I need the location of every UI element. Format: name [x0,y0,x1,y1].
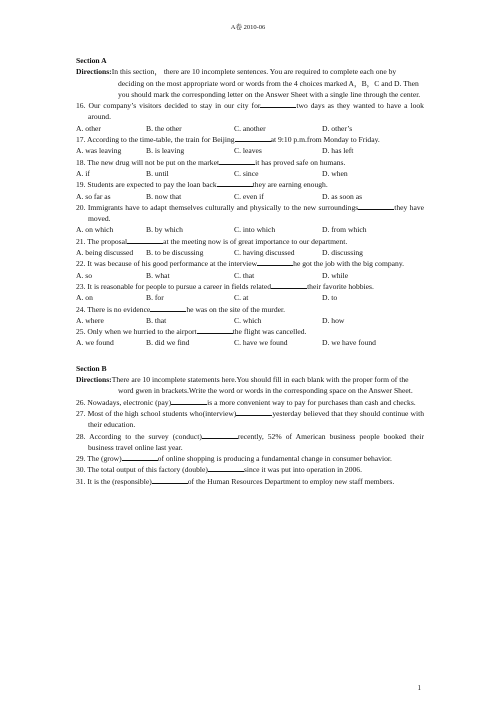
option-c: C. which [234,315,262,325]
option-a: A. so far as [76,191,111,201]
question-number: 24. [76,304,86,314]
question-19 [76,179,424,190]
answer-blank [358,202,394,210]
question-26 [76,397,424,408]
question-text-post: he got the job with the big company. [293,259,405,269]
question-number: 26. [76,397,86,407]
question-31 [76,476,424,487]
directions-text: In this section， there are 10 incomplete sentences. You are required to complete each one by deciding on the most appropriate word or words from the 4 choices marked A，B，C and D. Then you should mark the corresponding letter on the Answer Sheet with a single line through the center. [111,67,421,99]
option-d: D. as soon as [322,191,363,201]
option-b: B. to be discussing [146,248,204,258]
option-b: B. the other [146,123,182,133]
option-c: C. having discussed [234,248,295,258]
question-16 [76,100,424,123]
question-22 [76,258,424,269]
answer-blank [260,100,296,108]
question-text-pre: The (grow) [87,454,122,464]
question-text-post: at the meeting now is of great importance to our department. [163,236,348,246]
answer-blank [235,134,271,142]
question-text-post: they have moved. [88,202,424,224]
directions-text: There are 10 incomplete statements here.You should fill in each blank with the proper form of the word gwen in brackets.Write the word or words in the corresponding space on the Answer Sheet. [111,375,413,396]
option-c: C. another [234,123,266,133]
question-18 [76,157,424,168]
option-b: B. that [146,315,167,325]
question-text-pre: Students are expected to pay the loan back [87,180,217,190]
option-b: B. by which [146,225,183,235]
question-30 [76,464,424,475]
question-21 [76,236,424,247]
question-text-post: the flight was cancelled. [232,327,307,337]
page-content [76,55,424,487]
question-text-pre: According to the time-table, the train for Beijing [86,135,235,145]
option-a: A. so [76,270,93,280]
question-text-post: two days as they wanted to have a look around. [88,101,424,122]
question-text-pre: Immigrants have to adapt themselves culturally and physically to the new surroundings [87,202,359,212]
question-20 [76,202,424,225]
question-number: 21. [76,236,86,246]
option-a: A. if [76,168,90,178]
question-text-post: of online shopping is producing a fundamental change in consumer behavior. [157,454,392,464]
question-number: 25. [76,327,86,337]
question-text-post: of the Human Resources Department to employ new staff members. [187,476,395,486]
section-a-questions [76,100,424,349]
question-23 [76,281,424,292]
question-number: 22. [76,259,86,269]
question-17 [76,134,424,145]
option-a: A. was leaving [76,146,122,156]
option-c: C. even if [234,191,264,201]
question-28 [76,431,424,454]
option-a: A. we found [76,338,114,348]
question-number: 16. [76,101,86,111]
option-b: B. for [146,293,164,303]
option-a: A. being discussed [76,248,134,258]
options-row [76,315,424,326]
option-d: D. when [322,168,348,178]
question-number: 29. [76,454,86,464]
question-number: 31. [76,476,86,486]
option-d: D. while [322,270,349,280]
question-number: 20. [76,202,86,212]
answer-blank [197,326,233,334]
question-text-pre: The total output of this factory (double) [87,465,208,475]
question-text-pre: Our company’s visitors decided to stay in our city for [88,101,261,111]
option-b: B. now that [146,191,182,201]
question-text-pre: The new drug will not be put on the market [87,157,220,167]
options-row [76,224,424,235]
question-text-pre: The proposal [87,236,128,246]
question-text-pre: There is no evidence [87,304,151,314]
question-text-post: yesterday believed that they should continue with their education. [88,408,424,430]
answer-blank [271,281,307,289]
option-a: A. on [76,293,93,303]
options-row [76,337,424,348]
question-text-pre: Only when we hurried to the airport [87,327,197,337]
option-a: A. on which [76,225,114,235]
question-number: 19. [76,180,86,190]
answer-blank [219,157,255,165]
option-c: C. that [234,270,255,280]
question-number: 27. [76,408,86,418]
option-d: D. other’s [322,123,353,133]
section-b-title: Section B [76,363,107,373]
options-row [76,292,424,303]
question-text-pre: It is reasonable for people to pursue a career in fields related [87,281,272,291]
options-row [76,247,424,258]
question-number: 18. [76,157,86,167]
question-number: 30. [76,465,86,475]
answer-blank [150,304,186,312]
options-row [76,191,424,202]
question-text-post: recently, 52% of American business people booked their business travel online last year. [88,431,424,452]
option-d: D. from which [322,225,367,235]
answer-blank [202,431,238,439]
directions-label: Directions: [76,67,112,77]
options-row [76,145,424,156]
question-24 [76,304,424,315]
option-b: B. did we find [146,338,190,348]
option-d: D. to [322,293,338,303]
question-text-pre: Most of the high school students who(interview) [87,408,237,418]
section-b-directions [76,374,424,397]
option-b: B. what [146,270,170,280]
question-text-pre: According to the survey (conduct) [89,431,202,441]
answer-blank [127,236,163,244]
question-27 [76,408,424,431]
option-d: D. we have found [322,338,376,348]
option-b: B. is leaving [146,146,185,156]
option-c: C. have we found [234,338,288,348]
options-row [76,270,424,281]
question-text-post: at 9:10 p.m.from Monday to Friday. [270,135,380,145]
option-d: D. how [322,315,345,325]
page-header: A卷 2010-06 [230,24,266,31]
question-text-post: it has proved safe on humans. [255,157,346,167]
options-row [76,168,424,179]
question-25 [76,326,424,337]
question-text-post: they are earning enough. [252,180,328,190]
question-text-post: their favorite hobbies. [307,281,374,291]
answer-blank [152,476,188,484]
question-text-pre: It is the (responsible) [87,476,152,486]
option-d: D. discussing [322,248,363,258]
question-text-pre: Nowadays, electronic (pay) [87,397,172,407]
question-text-post: is a more convenient way to pay for purchases than cash and checks. [207,397,416,407]
answer-blank [171,397,207,405]
answer-blank [208,464,244,472]
question-text-post: he was on the site of the murder. [186,304,286,314]
answer-blank [122,453,158,461]
question-number: 23. [76,281,86,291]
option-c: C. into which [234,225,276,235]
directions-label: Directions: [76,375,112,385]
option-d: D. has left [322,146,354,156]
question-29 [76,453,424,464]
answer-blank [236,408,272,416]
option-c: C. since [234,168,259,178]
question-text-post: since it was put into operation in 2006. [243,465,362,475]
option-a: A. where [76,315,104,325]
section-b-questions [76,397,424,487]
option-a: A. other [76,123,101,133]
answer-blank [217,179,253,187]
section-a-title: Section A [76,56,107,65]
options-row [76,123,424,134]
answer-blank [257,258,293,266]
section-a-directions [76,66,424,100]
question-text-pre: It was because of his good performance at the interview [87,259,258,269]
option-b: B. until [146,168,169,178]
page-number: 1 [417,684,421,692]
option-c: C. leaves [234,146,262,156]
option-c: C. at [234,293,249,303]
question-number: 28. [76,431,86,441]
question-number: 17. [76,135,86,145]
